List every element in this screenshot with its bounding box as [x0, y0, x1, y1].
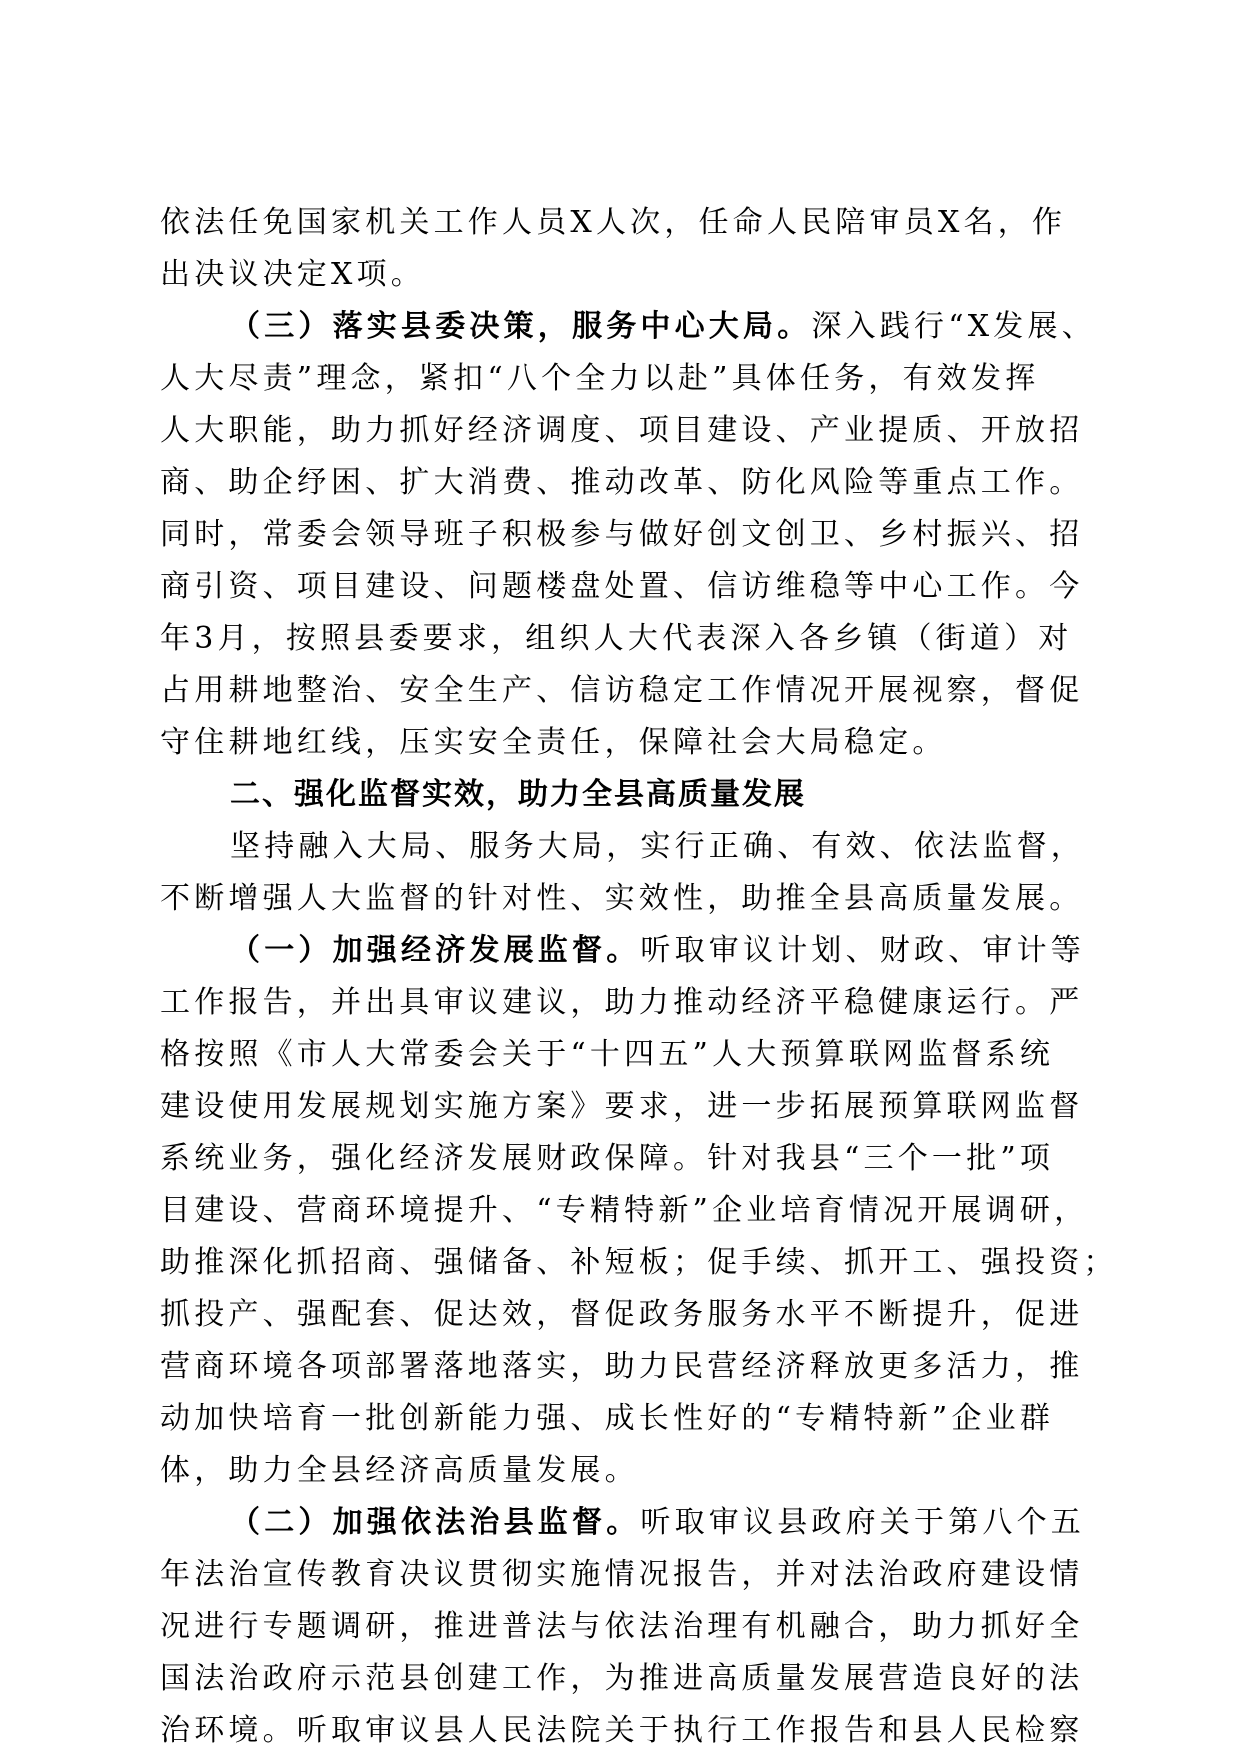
subsection-heading: （二）加强依法治县监督。 [230, 1505, 641, 1540]
body-line: 格按照《市人大常委会关于“十四五”人大预算联网监督系统 [160, 1037, 1055, 1072]
subsection-line [160, 925, 1086, 977]
body-text: 听取审议县政府关于第八个五 [640, 1505, 1086, 1540]
body-line: 不断增强人大监督的针对性、实效性，助推全县高质量发展。 [160, 881, 1084, 916]
body-line: 国法治政府示范县创建工作，为推进高质量发展营造良好的法 [160, 1661, 1084, 1696]
body-line: 守住耕地红线，压实安全责任，保障社会大局稳定。 [160, 725, 947, 760]
subsection-heading: （一）加强经济发展监督。 [230, 933, 641, 968]
body-line: 目建设、营商环境提升、“专精特新”企业培育情况开展调研， [160, 1193, 1089, 1228]
subsection-heading: （三）落实县委决策，服务中心大局。 [230, 309, 812, 344]
body-line: 营商环境各项部署落地落实，助力民营经济释放更多活力，推 [160, 1349, 1084, 1384]
body-text: 深入践行“X发展、 [811, 309, 1096, 344]
body-line: 坚持融入大局、服务大局，实行正确、有效、依法监督， [230, 829, 1085, 864]
body-line: 年法治宣传教育决议贯彻实施情况报告，并对法治政府建设情 [160, 1557, 1084, 1592]
body-line: 建设使用发展规划实施方案》要求，进一步拓展预算联网监督 [160, 1089, 1084, 1124]
body-line: 出决议决定X项。 [160, 257, 425, 292]
subsection-line [160, 1497, 1086, 1549]
body-line: 占用耕地整治、安全生产、信访稳定工作情况开展视察，督促 [160, 673, 1084, 708]
body-line: 助推深化抓招商、强储备、补短板；促手续、抓开工、强投资； [160, 1245, 1118, 1280]
body-line: 况进行专题调研，推进普法与依法治理有机融合，助力抓好全 [160, 1609, 1084, 1644]
body-line: 工作报告，并出具审议建议，助力推动经济平稳健康运行。严 [160, 985, 1084, 1020]
body-line: 依法任免国家机关工作人员X人次，任命人民陪审员X名，作 [160, 205, 1067, 240]
body-text: 听取审议计划、财政、审计等 [640, 933, 1086, 968]
body-line: 商引资、项目建设、问题楼盘处置、信访维稳等中心工作。今 [160, 569, 1084, 604]
body-line: 抓投产、强配套、促达效，督促政务服务水平不断提升，促进 [160, 1297, 1084, 1332]
section-heading: 二、强化监督实效，助力全县高质量发展 [230, 777, 806, 812]
body-line: 治环境。听取审议县人民法院关于执行工作报告和县人民检察 [160, 1713, 1084, 1748]
body-line: 人大尽责”理念，紧扣“八个全力以赴”具体任务，有效发挥 [160, 361, 1040, 396]
body-line: 动加快培育一批创新能力强、成长性好的“专精特新”企业群 [160, 1401, 1055, 1436]
body-line: 系统业务，强化经济发展财政保障。针对我县“三个一批”项 [160, 1141, 1055, 1176]
body-line: 年3月，按照县委要求，组织人大代表深入各乡镇（街道）对 [160, 621, 1073, 656]
body-line: 同时，常委会领导班子积极参与做好创文创卫、乡村振兴、招 [160, 517, 1084, 552]
document-page [160, 197, 1118, 1757]
body-line: 体，助力全县经济高质量发展。 [160, 1453, 639, 1488]
subsection-line [160, 301, 1096, 353]
body-line: 商、助企纾困、扩大消费、推动改革、防化风险等重点工作。 [160, 465, 1084, 500]
body-line: 人大职能，助力抓好经济调度、项目建设、产业提质、开放招 [160, 413, 1084, 448]
